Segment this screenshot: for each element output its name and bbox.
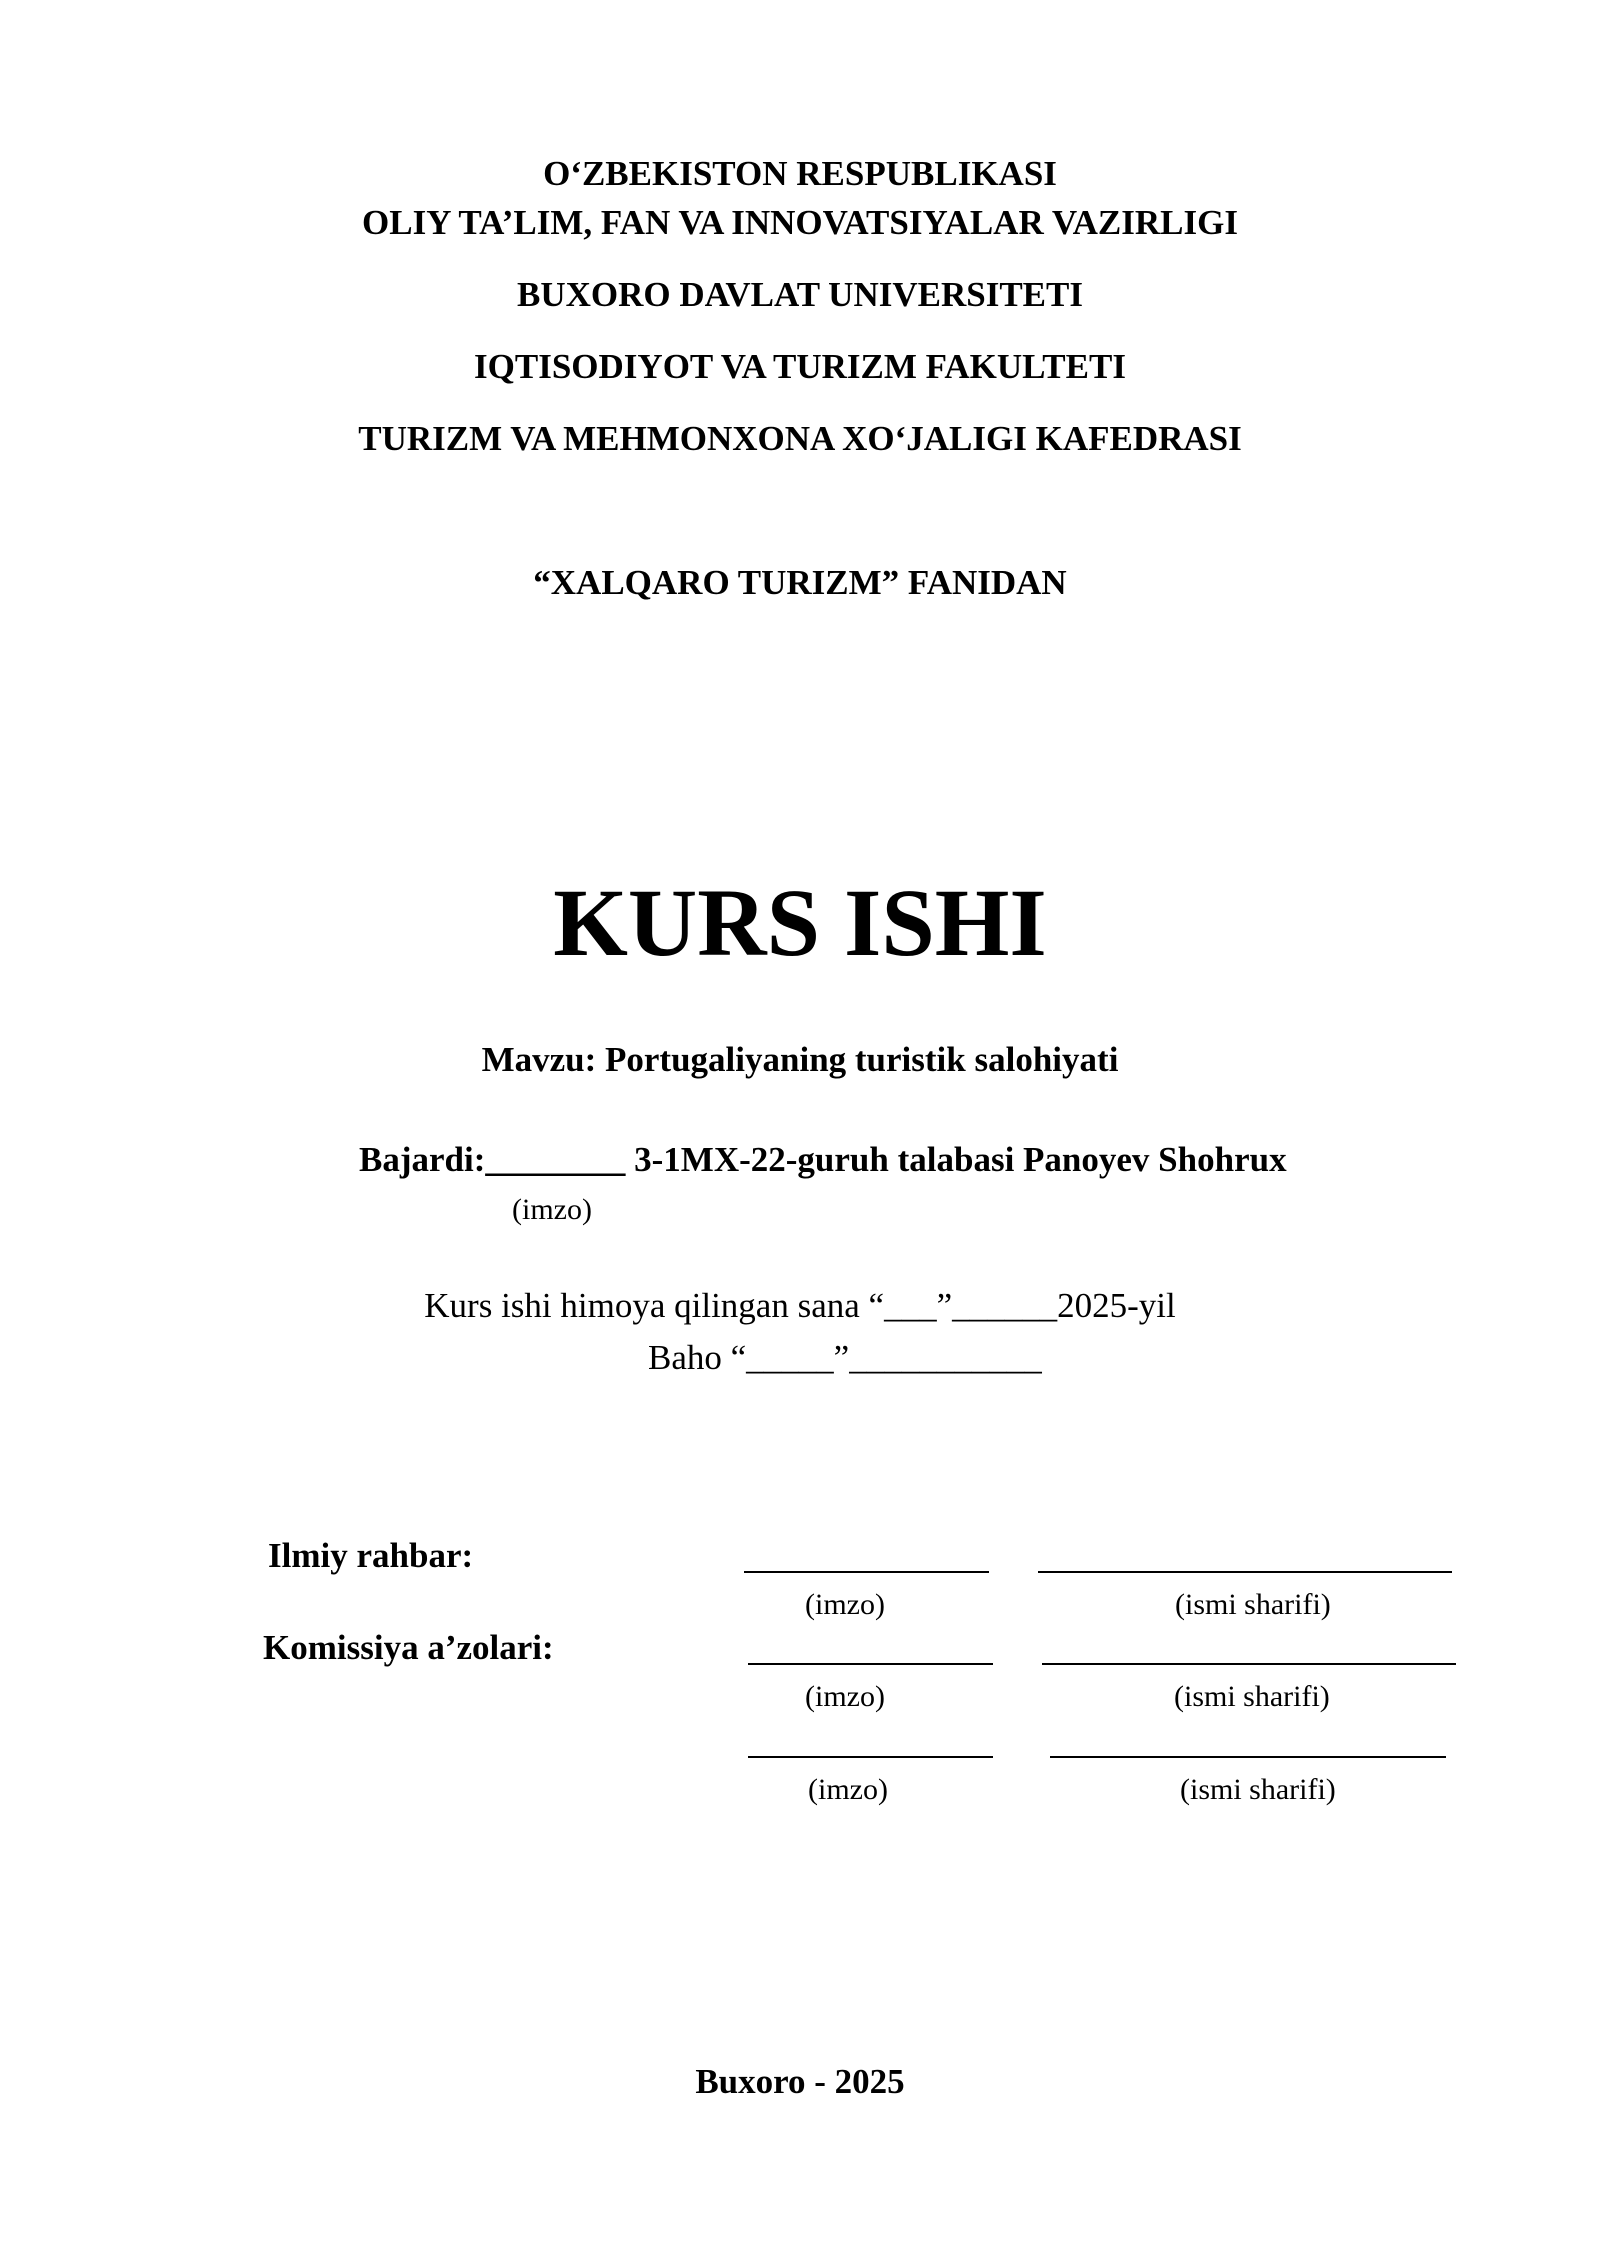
performer-label: Bajardi:________ <box>359 1140 626 1179</box>
commission-2-signature-caption: (imzo) <box>808 1773 888 1806</box>
topic-line: Mavzu: Portugaliyaning turistik salohiyati <box>481 1040 1119 1079</box>
commission-2-signature-line <box>748 1756 993 1758</box>
header-university: BUXORO DAVLAT UNIVERSITETI <box>517 275 1083 314</box>
header-ministry: OLIY TA’LIM, FAN VA INNOVATSIYALAR VAZIRLIGI <box>362 203 1238 242</box>
performer-text: 3-1MX-22-guruh talabasi Panoyev Shohrux <box>634 1140 1287 1179</box>
header-faculty: IQTISODIYOT VA TURIZM FAKULTETI <box>474 347 1126 386</box>
commission-1-name-line <box>1042 1663 1456 1665</box>
grade-line: Baho “_____”___________ <box>648 1338 1042 1377</box>
supervisor-label: Ilmiy rahbar: <box>268 1536 474 1575</box>
header-country: O‘ZBEKISTON RESPUBLIKASI <box>543 154 1057 193</box>
header-department: TURIZM VA MEHMONXONA XO‘JALIGI KAFEDRASI <box>358 419 1242 458</box>
commission-2-name-line <box>1050 1756 1446 1758</box>
supervisor-signature-line <box>744 1571 989 1573</box>
footer-city-year: Buxoro - 2025 <box>695 2062 905 2101</box>
supervisor-name-caption: (ismi sharifi) <box>1175 1588 1331 1621</box>
supervisor-name-line <box>1038 1571 1452 1573</box>
commission-1-signature-caption: (imzo) <box>805 1680 885 1713</box>
performer-signature-caption: (imzo) <box>512 1193 592 1226</box>
performer-line <box>359 1140 1287 1180</box>
document-title: KURS ISHI <box>553 869 1047 976</box>
commission-1-name-caption: (ismi sharifi) <box>1174 1680 1330 1713</box>
commission-1-signature-line <box>748 1663 993 1665</box>
defense-date-line: Kurs ishi himoya qilingan sana “___”______2025-yil <box>424 1286 1176 1325</box>
commission-2-name-caption: (ismi sharifi) <box>1180 1773 1336 1806</box>
commission-label: Komissiya a’zolari: <box>263 1628 554 1667</box>
supervisor-signature-caption: (imzo) <box>805 1588 885 1621</box>
subject-line: “XALQARO TURIZM” FANIDAN <box>533 563 1067 602</box>
